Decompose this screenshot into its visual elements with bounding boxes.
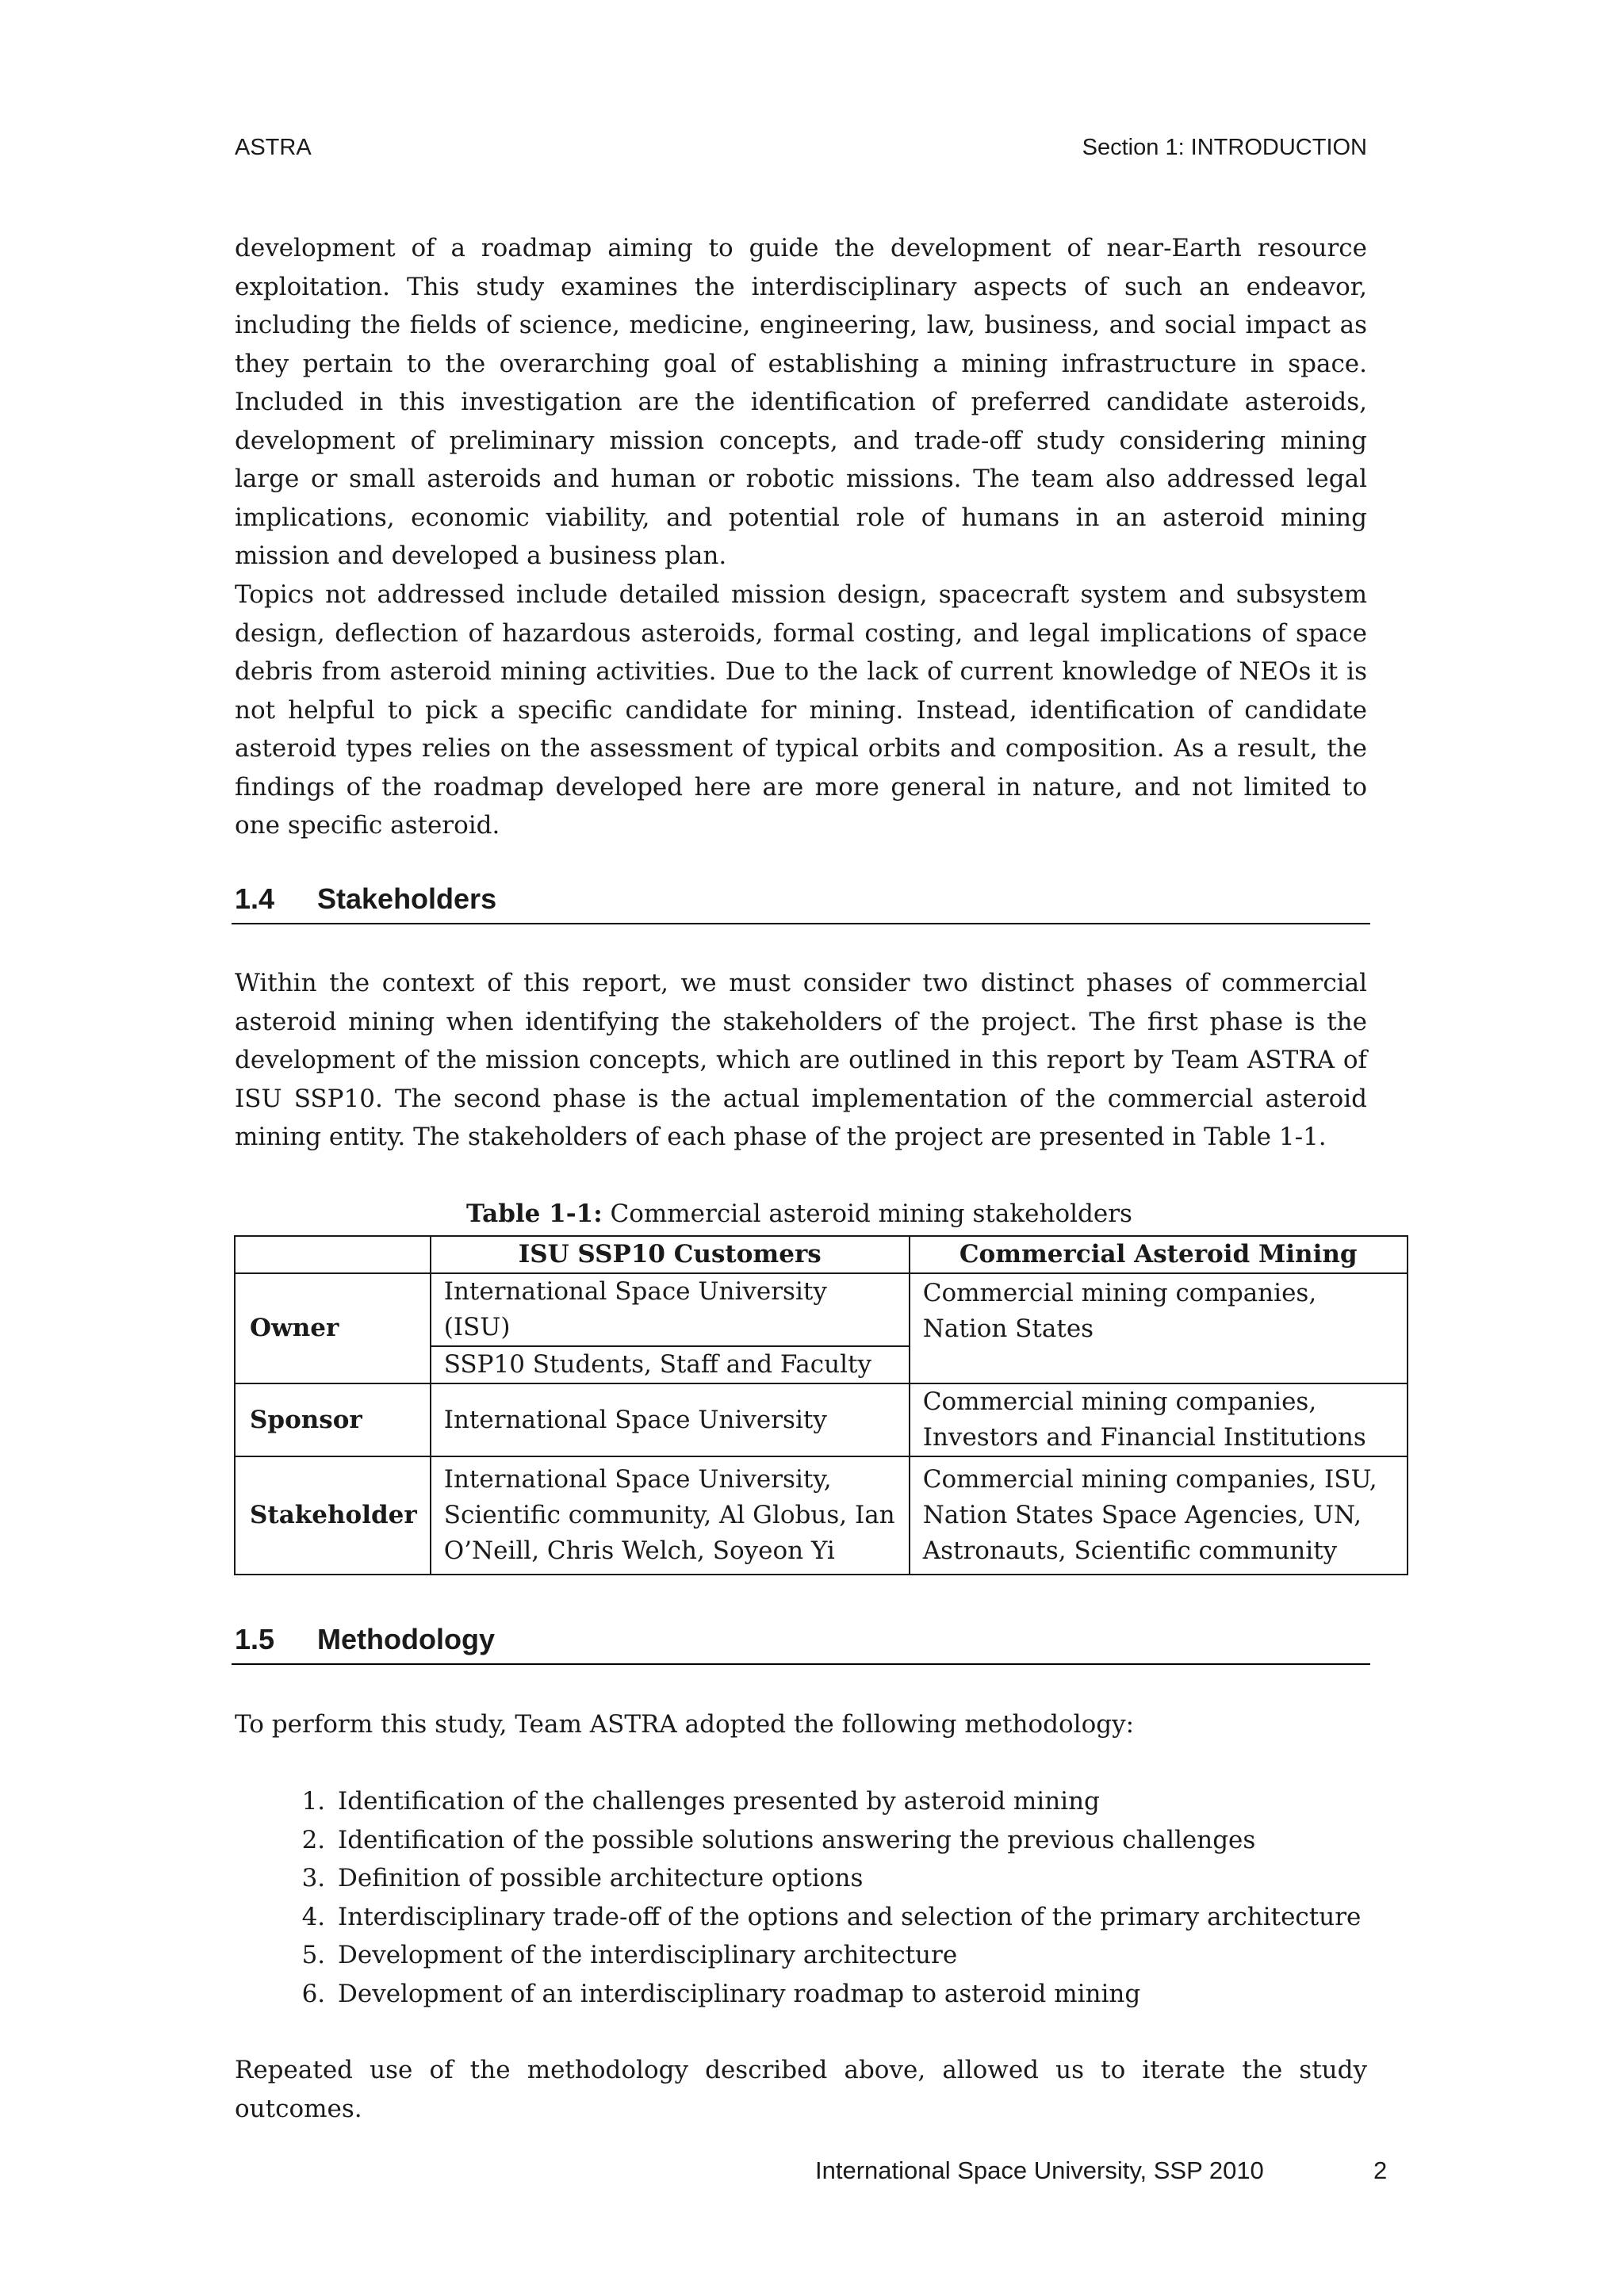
table-caption — [235, 1197, 1364, 1230]
paragraph-stakeholders: Within the context of this report, we must consider two distinct phases of commercial asteroid mining when identifying the stakeholders of the project. The first phase is the development of the mission concepts, which are outlined in this report by Team ASTRA of ISU SSP10. The second phase is the actual implementation of the commercial asteroid mining entity. The stakeholders of each phase of the project are presented in Table 1-1. — [235, 969, 1367, 1151]
table-row-stakeholder — [235, 1456, 1408, 1575]
section-number: 1.5 — [235, 1623, 275, 1655]
table-caption-label: Table 1-1: — [466, 1200, 603, 1228]
row-label-stakeholder: Stakeholder — [235, 1456, 431, 1575]
owner-isu-cell-b: SSP10 Students, Staff and Faculty — [431, 1346, 910, 1383]
list-item: 3. Definition of possible architecture options — [333, 1859, 1361, 1898]
list-item: 2. Identification of the possible solutions answering the previous challenges — [333, 1821, 1361, 1860]
list-item: 5. Development of the interdisciplinary architecture — [333, 1936, 1361, 1975]
row-label-owner: Owner — [235, 1273, 431, 1383]
table-row-owner — [235, 1273, 1408, 1346]
column-header-isu: ISU SSP10 Customers — [431, 1236, 910, 1273]
table-row-sponsor — [235, 1383, 1408, 1456]
running-header-section: Section 1: INTRODUCTION — [1082, 135, 1367, 160]
stakeholder-isu-cell: International Space University, Scientific community, Al Globus, Ian O’Neill, Chris Welch, Soyeon Yi — [431, 1456, 910, 1575]
stakeholders-table — [234, 1235, 1408, 1575]
owner-isu-cell-a: International Space University (ISU) — [431, 1273, 910, 1346]
paragraph-exclusions: Topics not addressed include detailed mission design, spacecraft system and subsystem design, deflection of hazardous asteroids, formal costing, and legal implications of space debris from asteroid mining activities. Due to the lack of current knowledge of NEOs it is not helpful to pick a specific candidate for mining. Instead, identification of candidate asteroid types relies on the assessment of typical orbits and composition. As a result, the findings of the roadmap developed here are more general in nature, and not limited to one specific asteroid. — [235, 580, 1367, 840]
list-item: 1. Identification of the challenges presented by asteroid mining — [333, 1782, 1361, 1821]
paragraph-scope: development of a roadmap aiming to guide the development of near-Earth resource exploitation. This study examines the interdisciplinary aspects of such an endeavor, including the fields of science, medicine, engineering, law, business, and social impact as they pertain to the overarching goal of establishing a mining infrastructure in space. Included in this investigation are the identification of preferred candidate asteroids, development of preliminary mission concepts, and trade-off study considering mining large or small asteroids and human or robotic missions. The team also addressed legal implications, economic viability, and potential role of humans in an asteroid mining mission and developed a business plan. — [235, 234, 1367, 570]
paragraph-methodology-intro: To perform this study, Team ASTRA adopted the following methodology: — [235, 1710, 1135, 1739]
stakeholder-commercial-cell: Commercial mining companies, ISU, Nation States Space Agencies, UN, Astronauts, Scientific community — [910, 1456, 1408, 1575]
section-heading-stakeholders — [232, 882, 1370, 924]
owner-commercial-cell: Commercial mining companies, Nation States — [910, 1273, 1408, 1383]
list-item: 4. Interdisciplinary trade-off of the options and selection of the primary architecture — [333, 1898, 1361, 1937]
sponsor-commercial-cell: Commercial mining companies, Investors and Financial Institutions — [910, 1383, 1408, 1456]
sponsor-isu-cell: International Space University — [431, 1383, 910, 1456]
section-title: Stakeholders — [317, 882, 497, 915]
table-caption-text: Commercial asteroid mining stakeholders — [602, 1200, 1132, 1228]
column-header-commercial: Commercial Asteroid Mining — [910, 1236, 1408, 1273]
section-heading-methodology — [232, 1622, 1370, 1665]
list-item: 6. Development of an interdisciplinary roadmap to asteroid mining — [333, 1975, 1361, 2014]
footer-organization: International Space University, SSP 2010 — [815, 2156, 1264, 2184]
methodology-list — [276, 1782, 1361, 2013]
section-title: Methodology — [317, 1623, 495, 1655]
row-label-sponsor: Sponsor — [235, 1383, 431, 1456]
table-header-row — [235, 1236, 1408, 1273]
running-header-title: ASTRA — [235, 135, 312, 160]
paragraph-methodology-outro: Repeated use of the methodology described above, allowed us to iterate the study outcomes. — [235, 2056, 1367, 2123]
table-corner-cell — [235, 1236, 431, 1273]
page-number: 2 — [1373, 2156, 1388, 2184]
section-number: 1.4 — [235, 882, 275, 915]
